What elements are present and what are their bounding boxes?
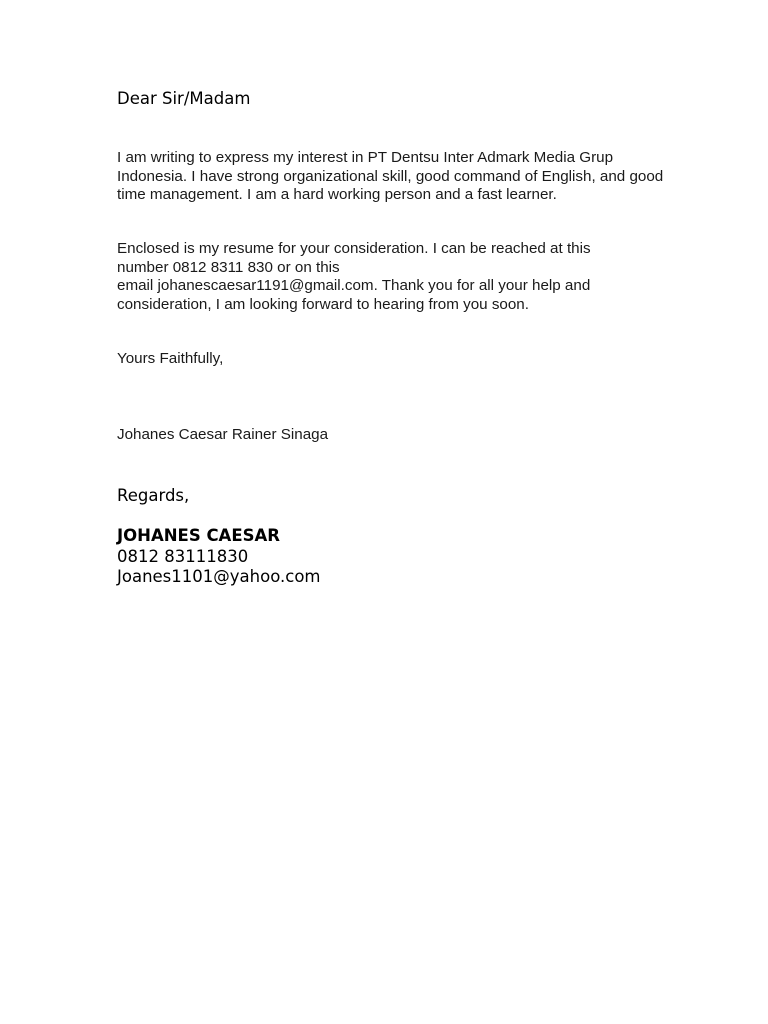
- intro-paragraph: I am writing to express my interest in PT Dentsu Inter Admark Media Grup Indonesia. I have strong organizational skill, good command of English, and good time management. I am a hard working person and a fast learner.: [117, 149, 664, 204]
- contact-phone: 0812 83111830: [117, 546, 249, 566]
- paragraph-line: Enclosed is my resume for your consideration. I can be reached at this: [117, 240, 591, 257]
- signer-name: Johanes Caesar Rainer Sinaga: [117, 426, 329, 443]
- paragraph-line: consideration, I am looking forward to hearing from you soon.: [117, 295, 529, 313]
- salutation: Dear Sir/Madam: [117, 89, 251, 108]
- contact-paragraph: [117, 240, 677, 314]
- regards: Regards,: [117, 486, 190, 505]
- contact-name: JOHANES CAESAR: [117, 526, 280, 545]
- closing: Yours Faithfully,: [117, 350, 224, 367]
- paragraph-line: number 0812 8311 830 or on this: [117, 258, 340, 276]
- contact-block: [117, 526, 321, 588]
- contact-email: Joanes1101@yahoo.com: [117, 567, 321, 586]
- paragraph-line: email johanescaesar1191@gmail.com. Thank you for all your help and: [117, 277, 591, 295]
